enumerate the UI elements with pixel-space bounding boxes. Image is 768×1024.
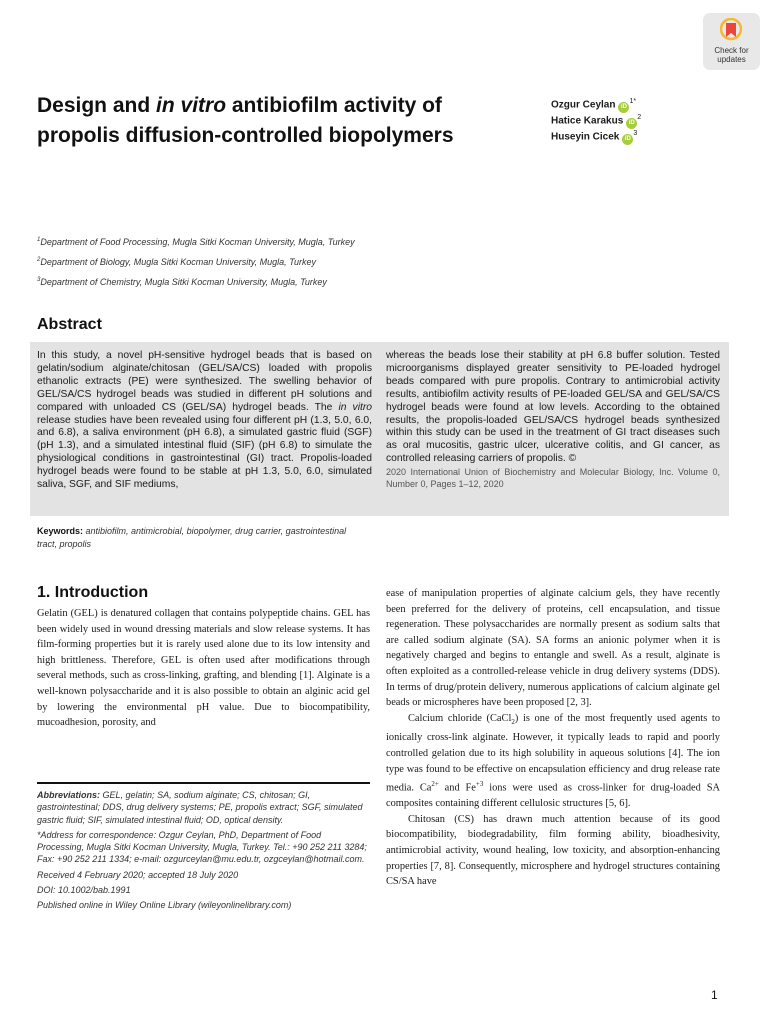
author-3: Huseyin Cicek $iD^3$ — [551, 126, 751, 142]
author-1: Ozgur Ceylan $iD^{1*}$ — [551, 94, 751, 110]
introduction-heading: 1. Introduction — [37, 584, 149, 601]
bookmark-icon — [720, 18, 742, 42]
orcid-icon[interactable]: iD — [622, 134, 633, 145]
body-right-column — [386, 586, 720, 890]
check-for-updates-badge[interactable] — [703, 13, 760, 70]
published-online: Published online in Wiley Online Library (wileyonlinelibrary.com) — [37, 900, 292, 911]
badge-line1: Check for — [714, 46, 749, 55]
keywords — [37, 525, 367, 550]
orcid-icon[interactable]: iD — [618, 102, 629, 113]
abbreviations: Abbreviations: GEL, gelatin; SA, sodium alginate; CS, chitosan; GI, gastrointestinal; DDS, drug delivery systems; PE, propolis extract; SGF, simulated gastric fluid; SIF, simulated intestinal fluid; OD, optical density. — [37, 790, 363, 825]
badge-line2: updates — [717, 55, 746, 64]
author-2: Hatice Karakus $iD^2$ — [551, 110, 751, 126]
body-left-column — [37, 606, 370, 731]
affiliations — [37, 234, 377, 294]
affiliation-3: $^3$Department of Chemistry, Mugla Sitki Kocman University, Mugla, Turkey — [37, 277, 327, 287]
doi[interactable]: DOI: 10.1002/bab.1991 — [37, 885, 131, 896]
footnote-divider — [37, 782, 370, 784]
copyright-line: 2020 International Union of Biochemistry and Molecular Biology, Inc. Volume 0, Number 0, Pages 1–12, 2020 — [386, 467, 720, 490]
affiliation-1: $^1$Department of Food Processing, Mugla Sitki Kocman University, Mugla, Turkey — [37, 237, 355, 247]
intro-paragraph-1: Gelatin (GEL) is denatured collagen that contains polypeptide chains. GEL has been widely used in wound dressing materials and slow release systems. It has film-forming properties but it is rarely used alone due to its low intensity and high brittleness. Therefore, GEL is often used after modifications through several methods, such as cross-linking, grafting, and blending [1]. Alginate is a well-known polysaccharide and it is also possible to obtain an alginic acid gel by lowering the environmental pH value. Due to biocompatibility, mucoadhesion, porosity, and — [37, 608, 370, 729]
intro-paragraph-4: Chitosan (CS) has drawn much attention because of its good biocompatibility, biodegradability, film forming ability, bioadhesivity, antimicrobial activity, wound healing, low toxicity, and absorption-enhancing properties [7, 8]. Consequently, microsphere and hydrogel structures containing CS/SA have — [386, 813, 720, 888]
footnotes — [37, 789, 370, 915]
author-list — [551, 94, 751, 142]
orcid-icon[interactable]: iD — [626, 118, 637, 129]
intro-paragraph-3: Calcium chloride (CaCl$_2$) is one of the most frequently used agents to ionically cross-link alginate. However, it typically leads to rapid and poorly controlled gelation due to its high solubility in aqueous solutions [4]. The ion type was found to be effective on encapsulation efficiency and drug release rate media. $Ca^{2+}$ and $Fe^{+3}$ ions were used as cross-linker for drug-loaded SA composites containing different cellulosic structures [5, 6]. — [386, 712, 721, 810]
affiliation-2: $^2$Department of Biology, Mugla Sitki Kocman University, Mugla, Turkey — [37, 257, 316, 267]
abstract-box — [30, 342, 729, 516]
abstract-right-column: whereas the beads lose their stability at pH 6.8 buffer solution. Tested microorganisms displayed greater sensitivity to PE-loaded hydrogel beads compared with pure propolis. Contrary to antimicrobial activity results, antibiofilm activity results of PE-loaded GEL/SA and GEL/SA/CS hydrogel beads were found at low levels. According to the obtained results, the propolis-loaded GEL/SA/CS hydrogel beads synthesized within this study can be used in the treatment of GI tract diseases such as oral mucositis, gastric ulcer, ulcerative colitis, and GI cancer, as controlled releasing carriers of propolis. © 2020 International Union of Biochemistry and Molecular Biology, Inc. Volume 0, Number 0, Pages 1–12, 2020 — [386, 350, 720, 490]
paper-title: Design and in vitro antibiofilm activity of propolis diffusion-controlled biopolymers — [37, 94, 454, 147]
abstract-heading: Abstract — [37, 316, 102, 333]
page-number: 1 — [711, 988, 718, 1002]
keywords-label: Keywords: — [37, 526, 84, 536]
keywords-text: antibiofilm, antimicrobial, biopolymer, drug carrier, gastrointestinal tract, propolis — [37, 526, 347, 549]
abstract-left-column: In this study, a novel pH-sensitive hydrogel beads that is based on gelatin/sodium alginate/chitosan (GEL/SA/CS) loaded with propolis ethanolic extracts (PE) were synthesized. The swelling behavior of GEL/SA/CS hydrogel beads was studied in different pH solutions and compared with unloaded CS (GEL/SA) hydrogel beads. The in vitro release studies have been revealed using four different pH (1.3, 5.0, 6.0, and 6.8), a saliva environment (pH 6.8), a simulated gastric fluid (SGF) (pH 1.3), and a simulated intestinal fluid (SIF) (pH 6.8) to simulate the physiological conditions in gastrointestinal (GI) tract. Propolis-loaded hydrogel beads were found to be stable at pH 1.3, 5.0, 6.0, simulated saliva, SGF, and SIF mediums, — [37, 350, 372, 491]
received-dates: Received 4 February 2020; accepted 18 July 2020 — [37, 869, 239, 880]
intro-paragraph-2: ease of manipulation properties of alginate calcium gels, they have recently been preferred for the delivery of proteins, cell encapsulation, and tissue regeneration. These polysaccharides are normally present as sodium salts that are called sodium alginate (SA). SA forms an anionic polymer when it is negatively charged and begins to entangle and swell. As a result, alginate is often exploited as a controlled-release vehicle in drug delivery systems (DDS). In terms of drug/protein delivery, numerous applications of calcium alginate gel beads or microspheres have been proposed [2, 3]. — [386, 588, 720, 709]
correspondence-address: *Address for correspondence: Ozgur Ceylan, PhD, Department of Food Processing, Mugla Sitki Kocman University, Mugla, Turkey. Tel.: +90 252 211 3284; Fax: +90 252 211 1334; e-mail: ozgurceylan@mu.edu.tr, ozgceylan@hotmail.com. — [37, 829, 367, 865]
